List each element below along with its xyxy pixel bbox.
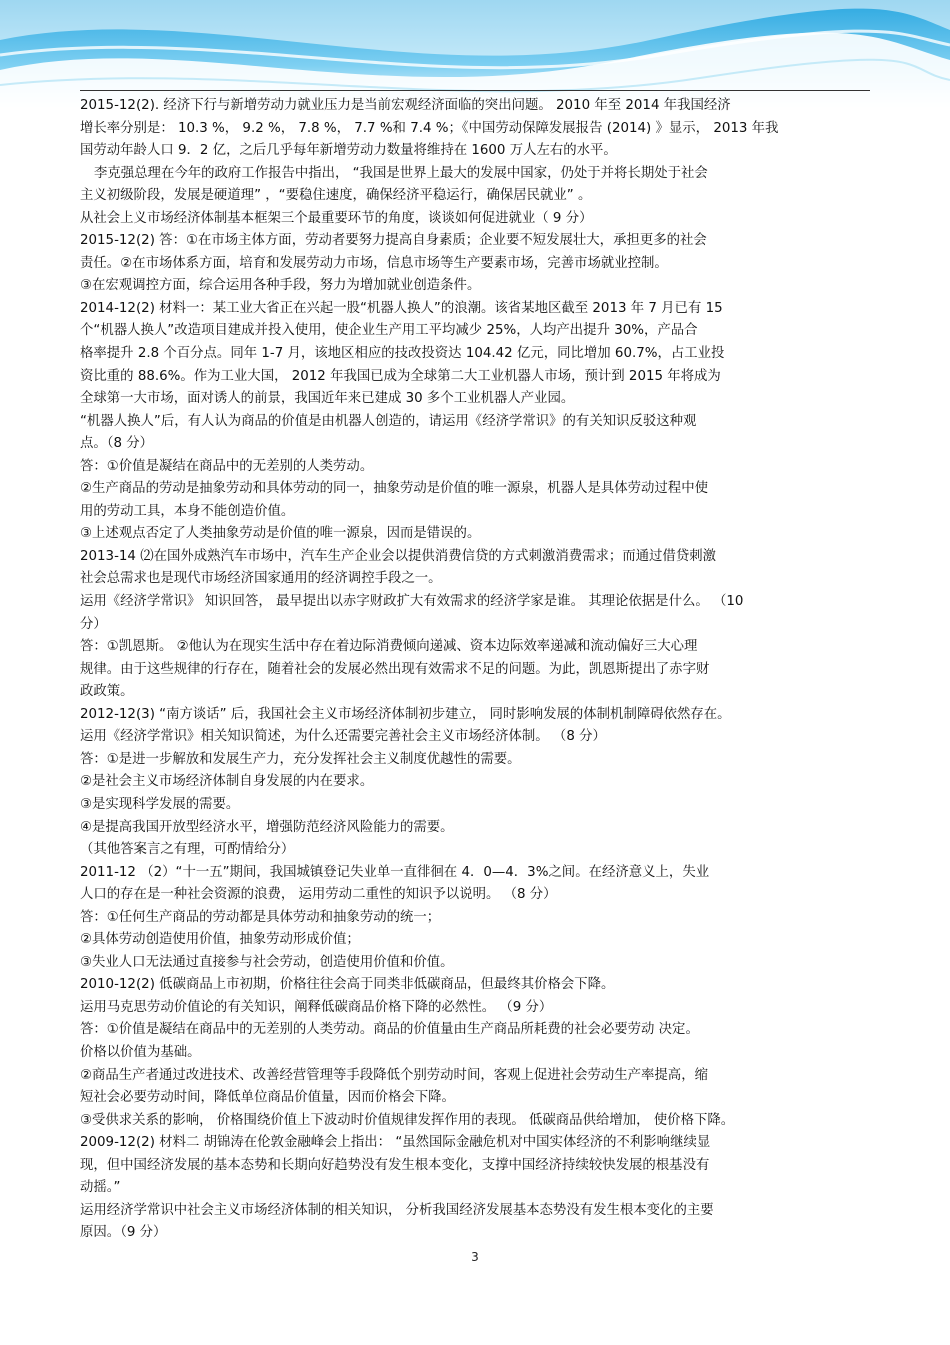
text-line: ③失业人口无法通过直接参与社会劳动，创造使用价值和价值。 <box>80 954 454 970</box>
text-line: ②是社会主义市场经济体制自身发展的内在要求。 <box>80 774 374 790</box>
text-line: 2014-12(2) 材料一：某工业大省正在兴起一股“机器人换人”的浪潮。该省某地区截至 2013 年 7 月已有 15 <box>80 300 723 316</box>
text-line: ②具体劳动创造使用价值，抽象劳动形成价值； <box>80 932 360 948</box>
text-line: 2012-12(3) “南方谈话” 后，我国社会主义市场经济体制初步建立， 同时影响发展的体制机制障碍依然存在。 <box>80 706 731 722</box>
text-line: 2010-12(2) 低碳商品上市初期，价格往往会高于同类非低碳商品，但最终其价格会下降。 <box>80 977 615 993</box>
text-line: 格率提升 2.8 个百分点。同年 1-7 月，该地区相应的技改投资达 104.42 亿元，同比增加 60.7%，占工业投 <box>80 346 725 362</box>
text-line: ④是提高我国开放型经济水平，增强防范经济风险能力的需要。 <box>80 819 454 835</box>
text-line: 动摇。” <box>80 1180 121 1196</box>
text-line: 价格以价值为基础。 <box>80 1044 201 1060</box>
text-line: 个“机器人换人”改造项目建成并投入使用，使企业生产用工平均减少 25%，人均产出提升 30%，产品合 <box>80 323 698 339</box>
text-line: 国劳动年龄人口 9．2 亿，之后几乎每年新增劳动力数量将维持在 1600 万人左右的水平。 <box>80 143 617 159</box>
text-line: 点。（8 分） <box>80 436 154 452</box>
text-line: 运用经济学常识中社会主义市场经济体制的相关知识， 分析我国经济发展基本态势没有发生根本变化的主要 <box>80 1202 714 1218</box>
text-line: 答：①是进一步解放和发展生产力，充分发挥社会主义制度优越性的需要。 <box>80 751 521 767</box>
text-line: 政政策。 <box>80 684 134 700</box>
text-line: 增长率分别是： 10.3 %， 9.2 %， 7.8 %， 7.7 %和 7.4 %；《中国劳动保障发展报告 (2014) 》显示， 2013 年我 <box>80 120 779 136</box>
text-line: ②生产商品的劳动是抽象劳动和具体劳动的同一，抽象劳动是价值的唯一源泉，机器人是具体劳动过程中使 <box>80 481 708 497</box>
text-line: 分） <box>80 616 107 632</box>
text-line: ③上述观点否定了人类抽象劳动是价值的唯一源泉，因而是错误的。 <box>80 526 481 542</box>
text-line: 2009-12(2) 材料二 胡锦涛在伦敦金融峰会上指出： “虽然国际金融危机对中国实体经济的不利影响继续显 <box>80 1135 711 1151</box>
text-line: 运用马克思劳动价值论的有关知识，阐释低碳商品价格下降的必然性。 （9 分） <box>80 999 553 1015</box>
text-line: 社会总需求也是现代市场经济国家通用的经济调控手段之一。 <box>80 571 442 587</box>
text-line: （其他答案言之有理，可酌情给分） <box>80 842 295 858</box>
text-line: ②商品生产者通过改进技术、改善经营管理等手段降低个别劳动时间，客观上促进社会劳动生产率提高，缩 <box>80 1067 708 1083</box>
text-line: 运用《经济学常识》相关知识简述，为什么还需要完善社会主义市场经济体制。 （8 分） <box>80 729 606 745</box>
text-line: 从社会上义市场经济体制基本框架三个最重要环节的角度，谈谈如何促进就业（ 9 分） <box>80 210 593 226</box>
text-line: 用的劳动工具，本身不能创造价值。 <box>80 503 295 519</box>
text-line: 2011-12 （2）“十一五”期间，我国城镇登记失业单一直徘徊在 4．0—4．3%之间。在经济意义上，失业 <box>80 864 710 880</box>
text-line: 2013-14 ⑵在国外成熟汽车市场中，汽车生产企业会以提供消费信贷的方式刺激消费需求；而通过借贷刺激 <box>80 548 716 564</box>
decorative-wave-banner <box>0 0 950 110</box>
text-line: 全球第一大市场，面对诱人的前景，我国近年来已建成 30 多个工业机器人产业园。 <box>80 391 575 407</box>
text-line: 短社会必要劳动时间，降低单位商品价值量，因而价格会下降。 <box>80 1090 455 1106</box>
text-line: 2015-12(2) 答：①在市场主体方面，劳动者要努力提高自身素质；企业要不短发展壮大，承担更多的社会 <box>80 233 707 249</box>
text-line: 人口的存在是一种社会资源的浪费， 运用劳动二重性的知识予以说明。 （8 分） <box>80 887 557 903</box>
text-line: 主义初级阶段，发展是硬道理” ，“要稳住速度，确保经济平稳运行，确保居民就业” 。 <box>80 188 592 204</box>
text-line: 答：①价值是凝结在商品中的无差别的人类劳动。商品的价值量由生产商品所耗费的社会必要劳动 决定。 <box>80 1022 699 1038</box>
text-line: 答：①凯恩斯。 ②他认为在现实生活中存在着边际消费倾向递减、资本边际效率递减和流动偏好三大心理 <box>80 639 698 655</box>
header-rule <box>80 90 870 91</box>
text-line: “机器人换人”后，有人认为商品的价值是由机器人创造的，请运用《经济学常识》的有关知识反驳这种观 <box>80 413 697 429</box>
text-line: 现，但中国经济发展的基本态势和长期向好趋势没有发生根本变化，支撑中国经济持续较快发展的根基没有 <box>80 1157 710 1173</box>
document-body <box>80 95 875 1245</box>
text-line: 答：①任何生产商品的劳动都是具体劳动和抽象劳动的统一； <box>80 909 441 925</box>
text-line: 2015-12(2). 经济下行与新增劳动力就业压力是当前宏观经济面临的突出问题。 2010 年至 2014 年我国经济 <box>80 98 731 113</box>
text-line: 答：①价值是凝结在商品中的无差别的人类劳动。 <box>80 458 374 474</box>
text-line: ③在宏观调控方面，综合运用各种手段，努力为增加就业创造条件。 <box>80 278 481 294</box>
text-line: 责任。②在市场体系方面，培育和发展劳动力市场，信息市场等生产要素市场，完善市场就业控制。 <box>80 255 668 271</box>
text-line: 运用《经济学常识》 知识回答， 最早提出以赤字财政扩大有效需求的经济学家是谁。 其理论依据是什么。 （10 <box>80 594 744 610</box>
wave-banner-graphic <box>0 0 950 110</box>
text-line: ③是实现科学发展的需要。 <box>80 796 240 812</box>
text-line: 规律。由于这些规律的行存在，随着社会的发展必然出现有效需求不足的问题。为此，凯恩斯提出了赤字财 <box>80 661 710 677</box>
page-number: 3 <box>471 1250 479 1264</box>
text-line: 原因。（9 分） <box>80 1225 167 1241</box>
text-line: 资比重的 88.6%。作为工业大国， 2012 年我国已成为全球第二大工业机器人市场，预计到 2015 年将成为 <box>80 368 721 384</box>
text-line: ③受供求关系的影响， 价格围绕价值上下波动时价值规律发挥作用的表现。 低碳商品供给增加， 使价格下降。 <box>80 1112 735 1128</box>
text-line: 李克强总理在今年的政府工作报告中指出， “我国是世界上最大的发展中国家，仍处于并将长期处于社会 <box>94 165 708 181</box>
